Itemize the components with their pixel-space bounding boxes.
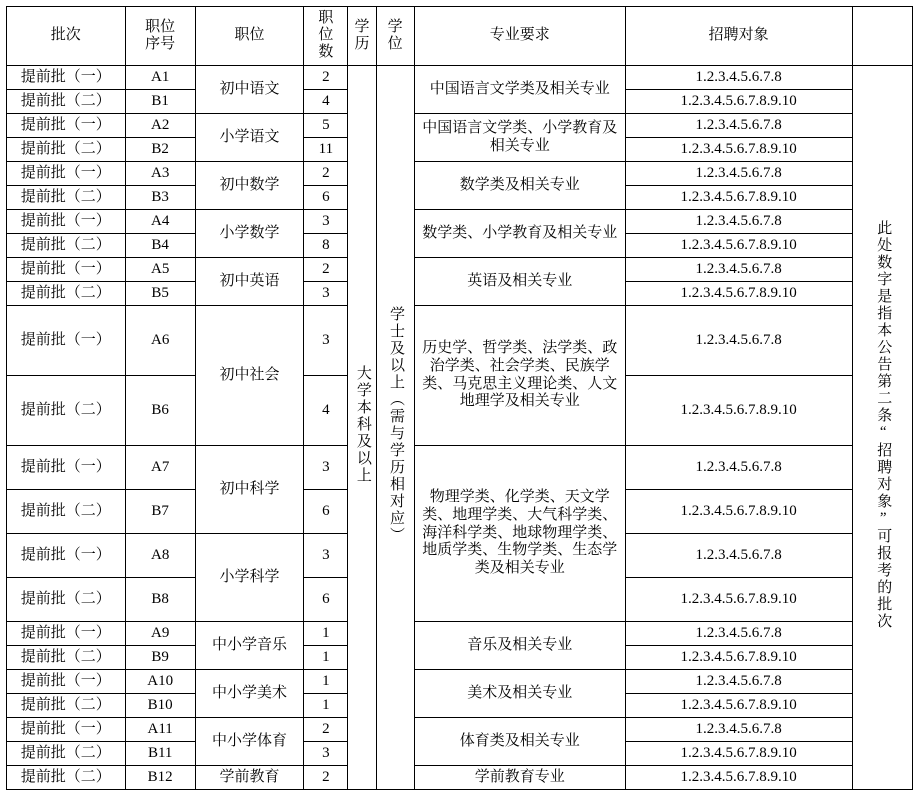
cell-num: 8 bbox=[304, 234, 348, 258]
cell-num: 6 bbox=[304, 186, 348, 210]
header-seq: 职位 序号 bbox=[125, 7, 195, 66]
cell-seq: B12 bbox=[125, 766, 195, 790]
cell-target: 1.2.3.4.5.6.7.8 bbox=[625, 306, 852, 376]
cell-num: 2 bbox=[304, 162, 348, 186]
cell-seq: A10 bbox=[125, 670, 195, 694]
cell-target: 1.2.3.4.5.6.7.8 bbox=[625, 718, 852, 742]
cell-seq: B11 bbox=[125, 742, 195, 766]
table-row bbox=[7, 622, 913, 646]
table-body bbox=[7, 66, 913, 790]
cell-post: 初中数学 bbox=[195, 162, 303, 210]
table-row bbox=[7, 718, 913, 742]
table-row bbox=[7, 446, 913, 490]
cell-num: 1 bbox=[304, 646, 348, 670]
header-major: 专业要求 bbox=[414, 7, 625, 66]
cell-major: 物理学类、化学类、天文学类、地理学类、大气科学类、海洋科学类、地球物理学类、地质学类、生物学类、生态学类及相关专业 bbox=[414, 446, 625, 622]
cell-major: 美术及相关专业 bbox=[414, 670, 625, 718]
cell-batch: 提前批（一） bbox=[7, 210, 126, 234]
cell-seq: B7 bbox=[125, 490, 195, 534]
cell-post: 小学科学 bbox=[195, 534, 303, 622]
cell-target: 1.2.3.4.5.6.7.8 bbox=[625, 622, 852, 646]
cell-batch: 提前批（二） bbox=[7, 138, 126, 162]
cell-num: 6 bbox=[304, 578, 348, 622]
cell-batch: 提前批（二） bbox=[7, 694, 126, 718]
cell-major: 学前教育专业 bbox=[414, 766, 625, 790]
cell-target: 1.2.3.4.5.6.7.8 bbox=[625, 534, 852, 578]
cell-target: 1.2.3.4.5.6.7.8.9.10 bbox=[625, 138, 852, 162]
cell-target: 1.2.3.4.5.6.7.8 bbox=[625, 210, 852, 234]
cell-num: 1 bbox=[304, 622, 348, 646]
cell-post: 小学数学 bbox=[195, 210, 303, 258]
header-row bbox=[7, 7, 913, 66]
cell-num: 1 bbox=[304, 670, 348, 694]
cell-seq: B2 bbox=[125, 138, 195, 162]
cell-num: 4 bbox=[304, 376, 348, 446]
header-num: 职 位 数 bbox=[304, 7, 348, 66]
cell-post: 中小学美术 bbox=[195, 670, 303, 718]
cell-seq: A1 bbox=[125, 66, 195, 90]
cell-batch: 提前批（二） bbox=[7, 282, 126, 306]
cell-batch: 提前批（二） bbox=[7, 376, 126, 446]
cell-seq: B4 bbox=[125, 234, 195, 258]
cell-num: 3 bbox=[304, 534, 348, 578]
cell-batch: 提前批（一） bbox=[7, 162, 126, 186]
cell-target: 1.2.3.4.5.6.7.8 bbox=[625, 162, 852, 186]
cell-seq: A3 bbox=[125, 162, 195, 186]
cell-batch: 提前批（一） bbox=[7, 446, 126, 490]
cell-batch: 提前批（一） bbox=[7, 670, 126, 694]
cell-post: 初中科学 bbox=[195, 446, 303, 534]
cell-target: 1.2.3.4.5.6.7.8 bbox=[625, 114, 852, 138]
cell-seq: A2 bbox=[125, 114, 195, 138]
table-row bbox=[7, 114, 913, 138]
cell-seq: B5 bbox=[125, 282, 195, 306]
cell-batch: 提前批（二） bbox=[7, 186, 126, 210]
table-row bbox=[7, 210, 913, 234]
cell-batch: 提前批（一） bbox=[7, 718, 126, 742]
header-batch: 批次 bbox=[7, 7, 126, 66]
cell-batch: 提前批（二） bbox=[7, 646, 126, 670]
table-row bbox=[7, 66, 913, 90]
cell-num: 3 bbox=[304, 210, 348, 234]
cell-num: 5 bbox=[304, 114, 348, 138]
cell-seq: B3 bbox=[125, 186, 195, 210]
cell-batch: 提前批（二） bbox=[7, 490, 126, 534]
cell-target: 1.2.3.4.5.6.7.8.9.10 bbox=[625, 90, 852, 114]
cell-seq: B9 bbox=[125, 646, 195, 670]
cell-major: 体育类及相关专业 bbox=[414, 718, 625, 766]
cell-seq: B8 bbox=[125, 578, 195, 622]
recruitment-table bbox=[6, 6, 913, 790]
cell-seq: A9 bbox=[125, 622, 195, 646]
cell-target: 1.2.3.4.5.6.7.8.9.10 bbox=[625, 766, 852, 790]
cell-num: 2 bbox=[304, 766, 348, 790]
cell-num: 11 bbox=[304, 138, 348, 162]
cell-batch: 提前批（一） bbox=[7, 114, 126, 138]
cell-seq: B1 bbox=[125, 90, 195, 114]
header-post: 职位 bbox=[195, 7, 303, 66]
cell-batch: 提前批（二） bbox=[7, 578, 126, 622]
cell-target: 1.2.3.4.5.6.7.8.9.10 bbox=[625, 742, 852, 766]
table-row bbox=[7, 162, 913, 186]
cell-num: 4 bbox=[304, 90, 348, 114]
cell-post: 小学语文 bbox=[195, 114, 303, 162]
cell-seq: A5 bbox=[125, 258, 195, 282]
cell-target: 1.2.3.4.5.6.7.8.9.10 bbox=[625, 234, 852, 258]
cell-num: 3 bbox=[304, 306, 348, 376]
cell-target: 1.2.3.4.5.6.7.8 bbox=[625, 258, 852, 282]
table-header bbox=[7, 7, 913, 66]
cell-seq: A4 bbox=[125, 210, 195, 234]
cell-seq: A6 bbox=[125, 306, 195, 376]
cell-target: 1.2.3.4.5.6.7.8.9.10 bbox=[625, 646, 852, 670]
cell-target: 1.2.3.4.5.6.7.8.9.10 bbox=[625, 490, 852, 534]
header-note bbox=[852, 7, 912, 66]
cell-seq: A7 bbox=[125, 446, 195, 490]
cell-major: 中国语言文学类、小学教育及相关专业 bbox=[414, 114, 625, 162]
cell-seq: A8 bbox=[125, 534, 195, 578]
table-row bbox=[7, 258, 913, 282]
cell-seq: B10 bbox=[125, 694, 195, 718]
cell-batch: 提前批（二） bbox=[7, 766, 126, 790]
cell-batch: 提前批（一） bbox=[7, 306, 126, 376]
cell-batch: 提前批（二） bbox=[7, 742, 126, 766]
cell-seq: B6 bbox=[125, 376, 195, 446]
cell-post: 学前教育 bbox=[195, 766, 303, 790]
cell-major: 中国语言文学类及相关专业 bbox=[414, 66, 625, 114]
cell-num: 3 bbox=[304, 742, 348, 766]
cell-num: 6 bbox=[304, 490, 348, 534]
header-education: 学 历 bbox=[348, 7, 376, 66]
cell-batch: 提前批（一） bbox=[7, 534, 126, 578]
cell-post: 中小学音乐 bbox=[195, 622, 303, 670]
cell-batch: 提前批（二） bbox=[7, 234, 126, 258]
cell-major: 数学类及相关专业 bbox=[414, 162, 625, 210]
cell-note: 此处数字是指本公告第二条“招聘对象”可报考的批次 bbox=[852, 66, 912, 790]
cell-post: 初中社会 bbox=[195, 306, 303, 446]
table-row bbox=[7, 766, 913, 790]
cell-batch: 提前批（二） bbox=[7, 90, 126, 114]
cell-num: 2 bbox=[304, 718, 348, 742]
cell-batch: 提前批（一） bbox=[7, 622, 126, 646]
cell-post: 中小学体育 bbox=[195, 718, 303, 766]
cell-seq: A11 bbox=[125, 718, 195, 742]
cell-education: 大学本科及以上 bbox=[348, 66, 376, 790]
cell-target: 1.2.3.4.5.6.7.8.9.10 bbox=[625, 186, 852, 210]
cell-major: 历史学、哲学类、法学类、政治学类、社会学类、民族学类、马克思主义理论类、人文地理学及相关专业 bbox=[414, 306, 625, 446]
cell-post: 初中语文 bbox=[195, 66, 303, 114]
cell-target: 1.2.3.4.5.6.7.8 bbox=[625, 670, 852, 694]
cell-post: 初中英语 bbox=[195, 258, 303, 306]
cell-target: 1.2.3.4.5.6.7.8.9.10 bbox=[625, 282, 852, 306]
cell-batch: 提前批（一） bbox=[7, 66, 126, 90]
cell-target: 1.2.3.4.5.6.7.8 bbox=[625, 446, 852, 490]
cell-num: 3 bbox=[304, 282, 348, 306]
cell-degree: 学士及以上（需与学历相对应） bbox=[376, 66, 414, 790]
cell-num: 3 bbox=[304, 446, 348, 490]
cell-num: 1 bbox=[304, 694, 348, 718]
cell-major: 音乐及相关专业 bbox=[414, 622, 625, 670]
cell-num: 2 bbox=[304, 258, 348, 282]
header-degree: 学 位 bbox=[376, 7, 414, 66]
cell-target: 1.2.3.4.5.6.7.8 bbox=[625, 66, 852, 90]
cell-batch: 提前批（一） bbox=[7, 258, 126, 282]
header-target: 招聘对象 bbox=[625, 7, 852, 66]
cell-target: 1.2.3.4.5.6.7.8.9.10 bbox=[625, 694, 852, 718]
cell-num: 2 bbox=[304, 66, 348, 90]
cell-major: 英语及相关专业 bbox=[414, 258, 625, 306]
cell-target: 1.2.3.4.5.6.7.8.9.10 bbox=[625, 376, 852, 446]
cell-major: 数学类、小学教育及相关专业 bbox=[414, 210, 625, 258]
table-row bbox=[7, 670, 913, 694]
table-row bbox=[7, 306, 913, 376]
cell-target: 1.2.3.4.5.6.7.8.9.10 bbox=[625, 578, 852, 622]
